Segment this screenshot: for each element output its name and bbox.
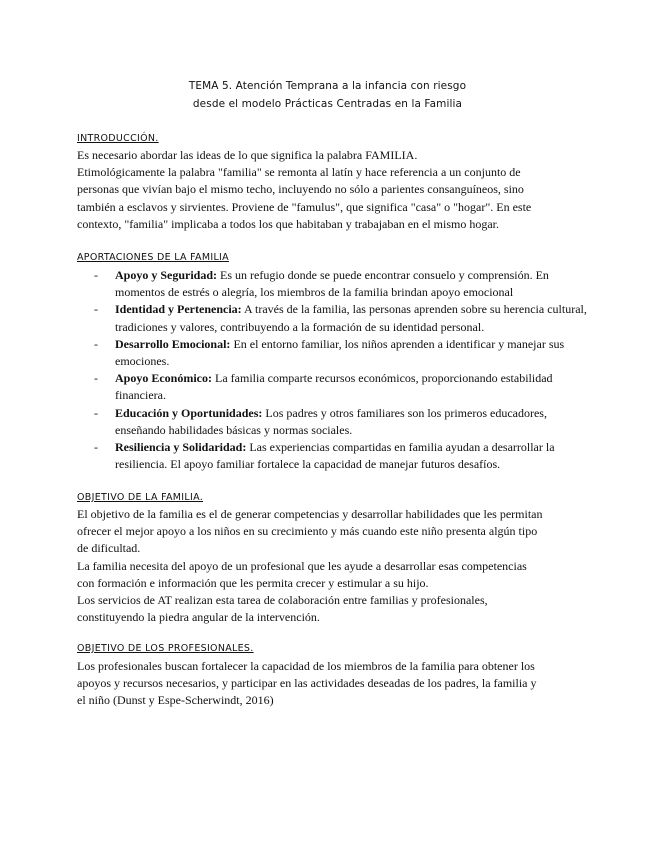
heading-objetivo-familia: OBJETIVO DE LA FAMILIA. <box>77 492 204 503</box>
objetivo-profesionales-line: el niño (Dunst y Espe-Scherwindt, 2016) <box>77 693 274 708</box>
aportaciones-list <box>77 267 587 473</box>
objetivo-familia-line: de dificultad. <box>77 541 141 556</box>
intro-line: contexto, "familia" implicaba a todos los que habitaban y trabajaban en el mismo hogar. <box>77 216 500 231</box>
list-item <box>77 439 587 473</box>
document-title-line-2: desde el modelo Prácticas Centradas en la Familia <box>192 98 463 110</box>
item-text: La familia comparte recursos económicos, proporcionando estabilidad financiera. <box>115 371 553 403</box>
item-term: Educación y Oportunidades: <box>115 405 263 420</box>
intro-line: Es necesario abordar las ideas de lo que significa la palabra FAMILIA. <box>77 148 418 162</box>
objetivo-familia-line: La familia necesita del apoyo de un profesional que les ayude a desarrollar esas competencias <box>77 558 527 573</box>
objetivo-profesionales-line: apoyos y recursos necesarios, y participar en las actividades deseadas de los padres, la familia y <box>77 676 537 691</box>
intro-line: personas que vivían bajo el mismo techo, incluyendo no sólo a parientes consanguíneos, sino <box>77 182 524 197</box>
dash-bullet: - <box>94 268 98 282</box>
objetivo-familia-line: ofrecer el mejor apoyo a los niños en su crecimiento y más cuando este niño presenta algún tipo <box>77 524 538 539</box>
item-term: Apoyo y Seguridad: <box>115 268 218 282</box>
objetivo-profesionales-line: Los profesionales buscan fortalecer la capacidad de los miembros de la familia para obtener los <box>77 659 535 673</box>
objetivo-profesionales-paragraph <box>77 658 577 710</box>
item-term: Resiliencia y Solidaridad: <box>115 440 247 455</box>
list-item <box>77 405 587 439</box>
dash-bullet: - <box>94 371 98 386</box>
objetivo-familia-line: El objetivo de la familia es el de generar competencias y desarrollar habilidades que les permitan <box>77 507 543 521</box>
intro-line: también a esclavos y sirvientes. Proviene de "famulus", que significa "casa" o "hogar". En este <box>77 199 532 214</box>
item-term: Identidad y Pertenencia: <box>115 302 242 317</box>
dash-bullet: - <box>94 405 98 420</box>
intro-paragraph <box>77 147 577 233</box>
objetivo-familia-paragraph <box>77 506 577 626</box>
dash-bullet: - <box>94 336 98 351</box>
objetivo-familia-line: constituyendo la piedra angular de la intervención. <box>77 610 320 625</box>
objetivo-familia-line: con formación e información que les permita crecer y estimular a su hijo. <box>77 575 429 590</box>
objetivo-familia-line: Los servicios de AT realizan esta tarea de colaboración entre familias y profesionales, <box>77 593 488 608</box>
heading-aportaciones: APORTACIONES DE LA FAMILIA <box>77 252 229 263</box>
heading-introduccion: INTRODUCCIÓN. <box>77 133 159 144</box>
list-item <box>77 370 587 404</box>
item-text: A través de la familia, las personas aprenden sobre su herencia cultural, tradiciones y valores, contribuyendo a la formación de su identidad personal. <box>115 302 587 334</box>
dash-bullet: - <box>94 302 98 317</box>
intro-line: Etimológicamente la palabra "familia" se remonta al latín y hace referencia a un conjunto de <box>77 165 521 180</box>
item-text: Las experiencias compartidas en familia ayudan a desarrollar la resiliencia. El apoyo familiar fortalece la capacidad de manejar futuros desafíos. <box>115 440 555 472</box>
item-term: Desarrollo Emocional: <box>115 336 231 351</box>
document-title-line-1: TEMA 5. Atención Temprana a la infancia con riesgo <box>188 80 467 92</box>
heading-objetivo-profesionales: OBJETIVO DE LOS PROFESIONALES. <box>77 643 254 654</box>
item-text: En el entorno familiar, los niños aprenden a identificar y manejar sus emociones. <box>115 336 565 369</box>
list-item <box>77 301 587 335</box>
dash-bullet: - <box>94 440 98 455</box>
item-text: Los padres y otros familiares son los primeros educadores, enseñando habilidades básicas y normas sociales. <box>115 405 547 437</box>
item-term: Apoyo Económico: <box>115 371 212 386</box>
list-item <box>77 336 587 370</box>
list-item <box>77 267 587 301</box>
item-text: Es un refugio donde se puede encontrar consuelo y comprensión. En momentos de estrés o alegría, los miembros de la familia brindan apoyo emocional <box>115 268 549 300</box>
